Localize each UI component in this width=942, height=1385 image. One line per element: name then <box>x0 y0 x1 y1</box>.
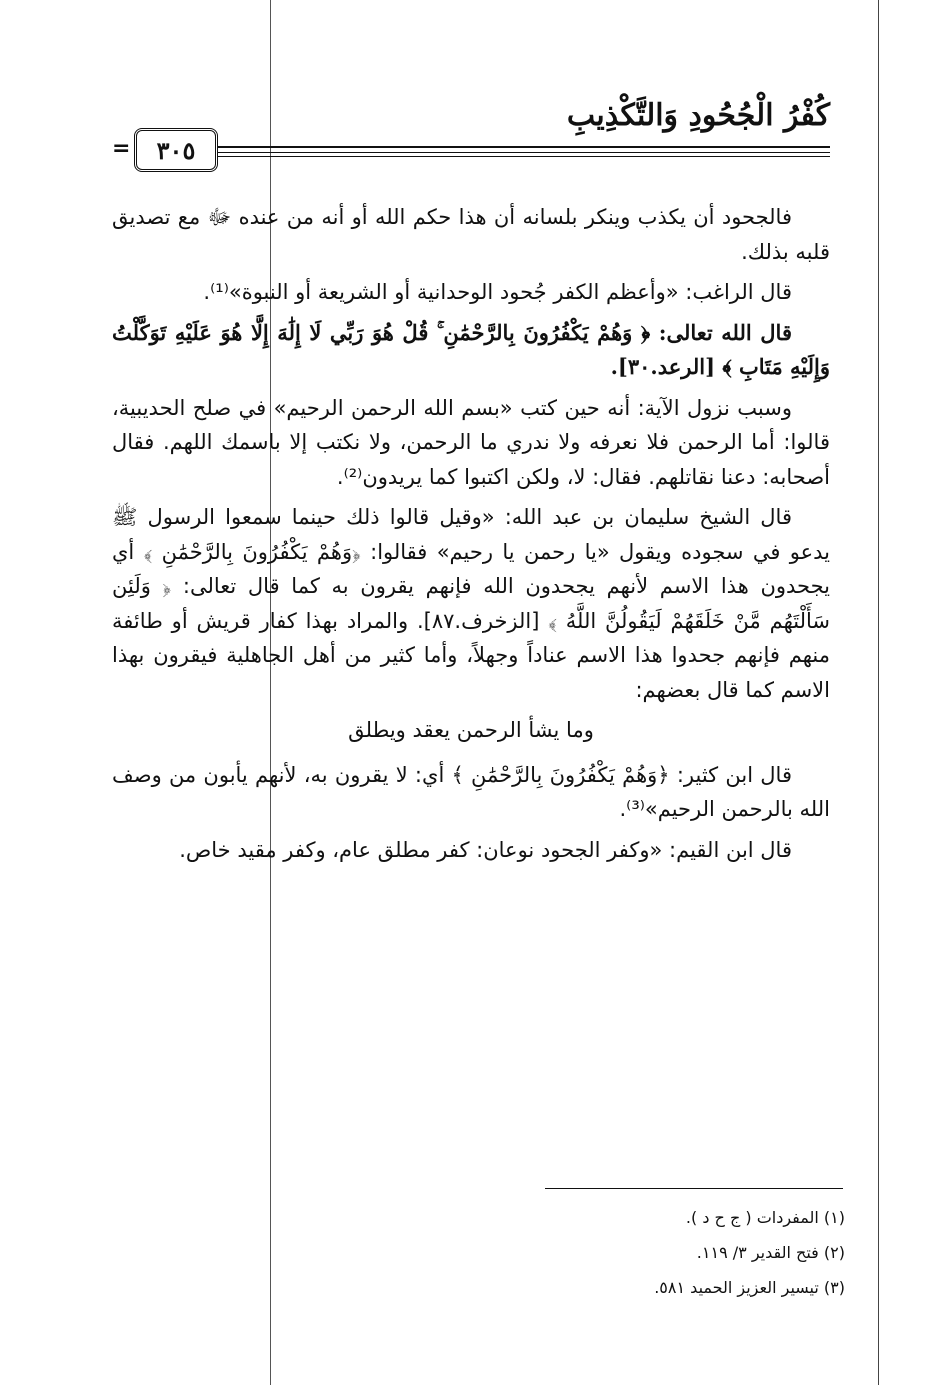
footnote: (١) المفردات ( ج ح د ). <box>685 1208 845 1227</box>
poem-line: وما يشأ الرحمن يعقد ويطلق <box>348 718 594 742</box>
paragraph: قال الراغب: «وأعظم الكفر جُحود الوحدانية أو الشريعة أو النبوة»⁽¹⁾. <box>203 280 792 304</box>
footnote-separator <box>545 1188 843 1189</box>
quran-verse-paragraph: قال الله تعالى: ﴿ وَهُمْ يَكْفُرُونَ بِالرَّحْمَٰنِ ۚ قُلْ هُوَ رَبِّي لَا إِلَٰهَ إِلَّا هُوَ عَلَيْهِ تَوَكَّلْتُ وَإِلَيْهِ مَتَابِ ﴾ [الرعد.٣٠]. <box>112 319 830 379</box>
page-edge-line <box>878 0 879 1385</box>
paragraph: قال ابن القيم: «وكفر الجحود نوعان: كفر مطلق عام، وكفر مقيد خاص. <box>179 837 792 862</box>
paragraph: وسبب نزول الآية: أنه حين كتب «بسم الله الرحمن الرحيم» في صلح الحديبية، قالوا: أما الرحمن فلا نعرفه ولا ندري ما الرحمن، ولا نكتب إلا باسمك اللهم. فقال أصحابه: دعنا نقاتلهم. فقال: لا، ولكن اكتبوا كما يريدون⁽²⁾. <box>112 395 830 489</box>
footnote: (٢) فتح القدير ٣/ ١١٩. <box>696 1243 845 1262</box>
header-rule <box>217 152 830 153</box>
main-text <box>112 200 830 873</box>
running-header <box>112 98 830 178</box>
paragraph: قال الشيخ سليمان بن عبد الله: «وقيل قالوا ذلك حينما سمعوا الرسول ﷺ يدعو في سجوده ويقول «يا رحمن يا رحيم» فقالوا: ﴿وَهُمْ يَكْفُرُونَ بِالرَّحْمَٰنِ ﴾ أي يجحدون هذا الاسم لأنهم يجحدون الله فإنهم يقرون به كما قال تعالى: ﴿ وَلَئِن سَأَلْتَهُم مَّنْ خَلَقَهُمْ لَيَقُولُنَّ اللَّهُ ﴾ [الزخرف.٨٧]. والمراد بهذا كفار قريش أو طائفة منهم فإنهم جحدوا هذا الاسم عناداً وجهلاً، وأما كثير من أهل الجاهلية فيقرون بهذا الاسم كما قال بعضهم: <box>112 505 831 702</box>
header-equals-mark: = <box>112 136 131 161</box>
paragraph: قال ابن كثير: ﴿وَهُمْ يَكْفُرُونَ بِالرَّحْمَٰنِ ﴾ أي: لا يقرون به، لأنهم يأبون من وصف الله بالرحمن الرحيم»⁽³⁾. <box>112 762 830 821</box>
header-rule <box>217 156 830 157</box>
footnote: (٣) تيسير العزيز الحميد ٥٨١. <box>654 1278 845 1297</box>
page-number: ٣٠٥ <box>134 128 218 172</box>
footnotes <box>112 1200 845 1305</box>
chapter-title: كُفْرُ الْجُحُودِ وَالتَّكْذِيبِ <box>566 98 830 133</box>
header-rule <box>217 146 830 148</box>
paragraph: فالجحود أن يكذب وينكر بلسانه أن هذا حكم الله أو أنه من عنده ﷻ مع تصديق قلبه بذلك. <box>112 205 830 264</box>
